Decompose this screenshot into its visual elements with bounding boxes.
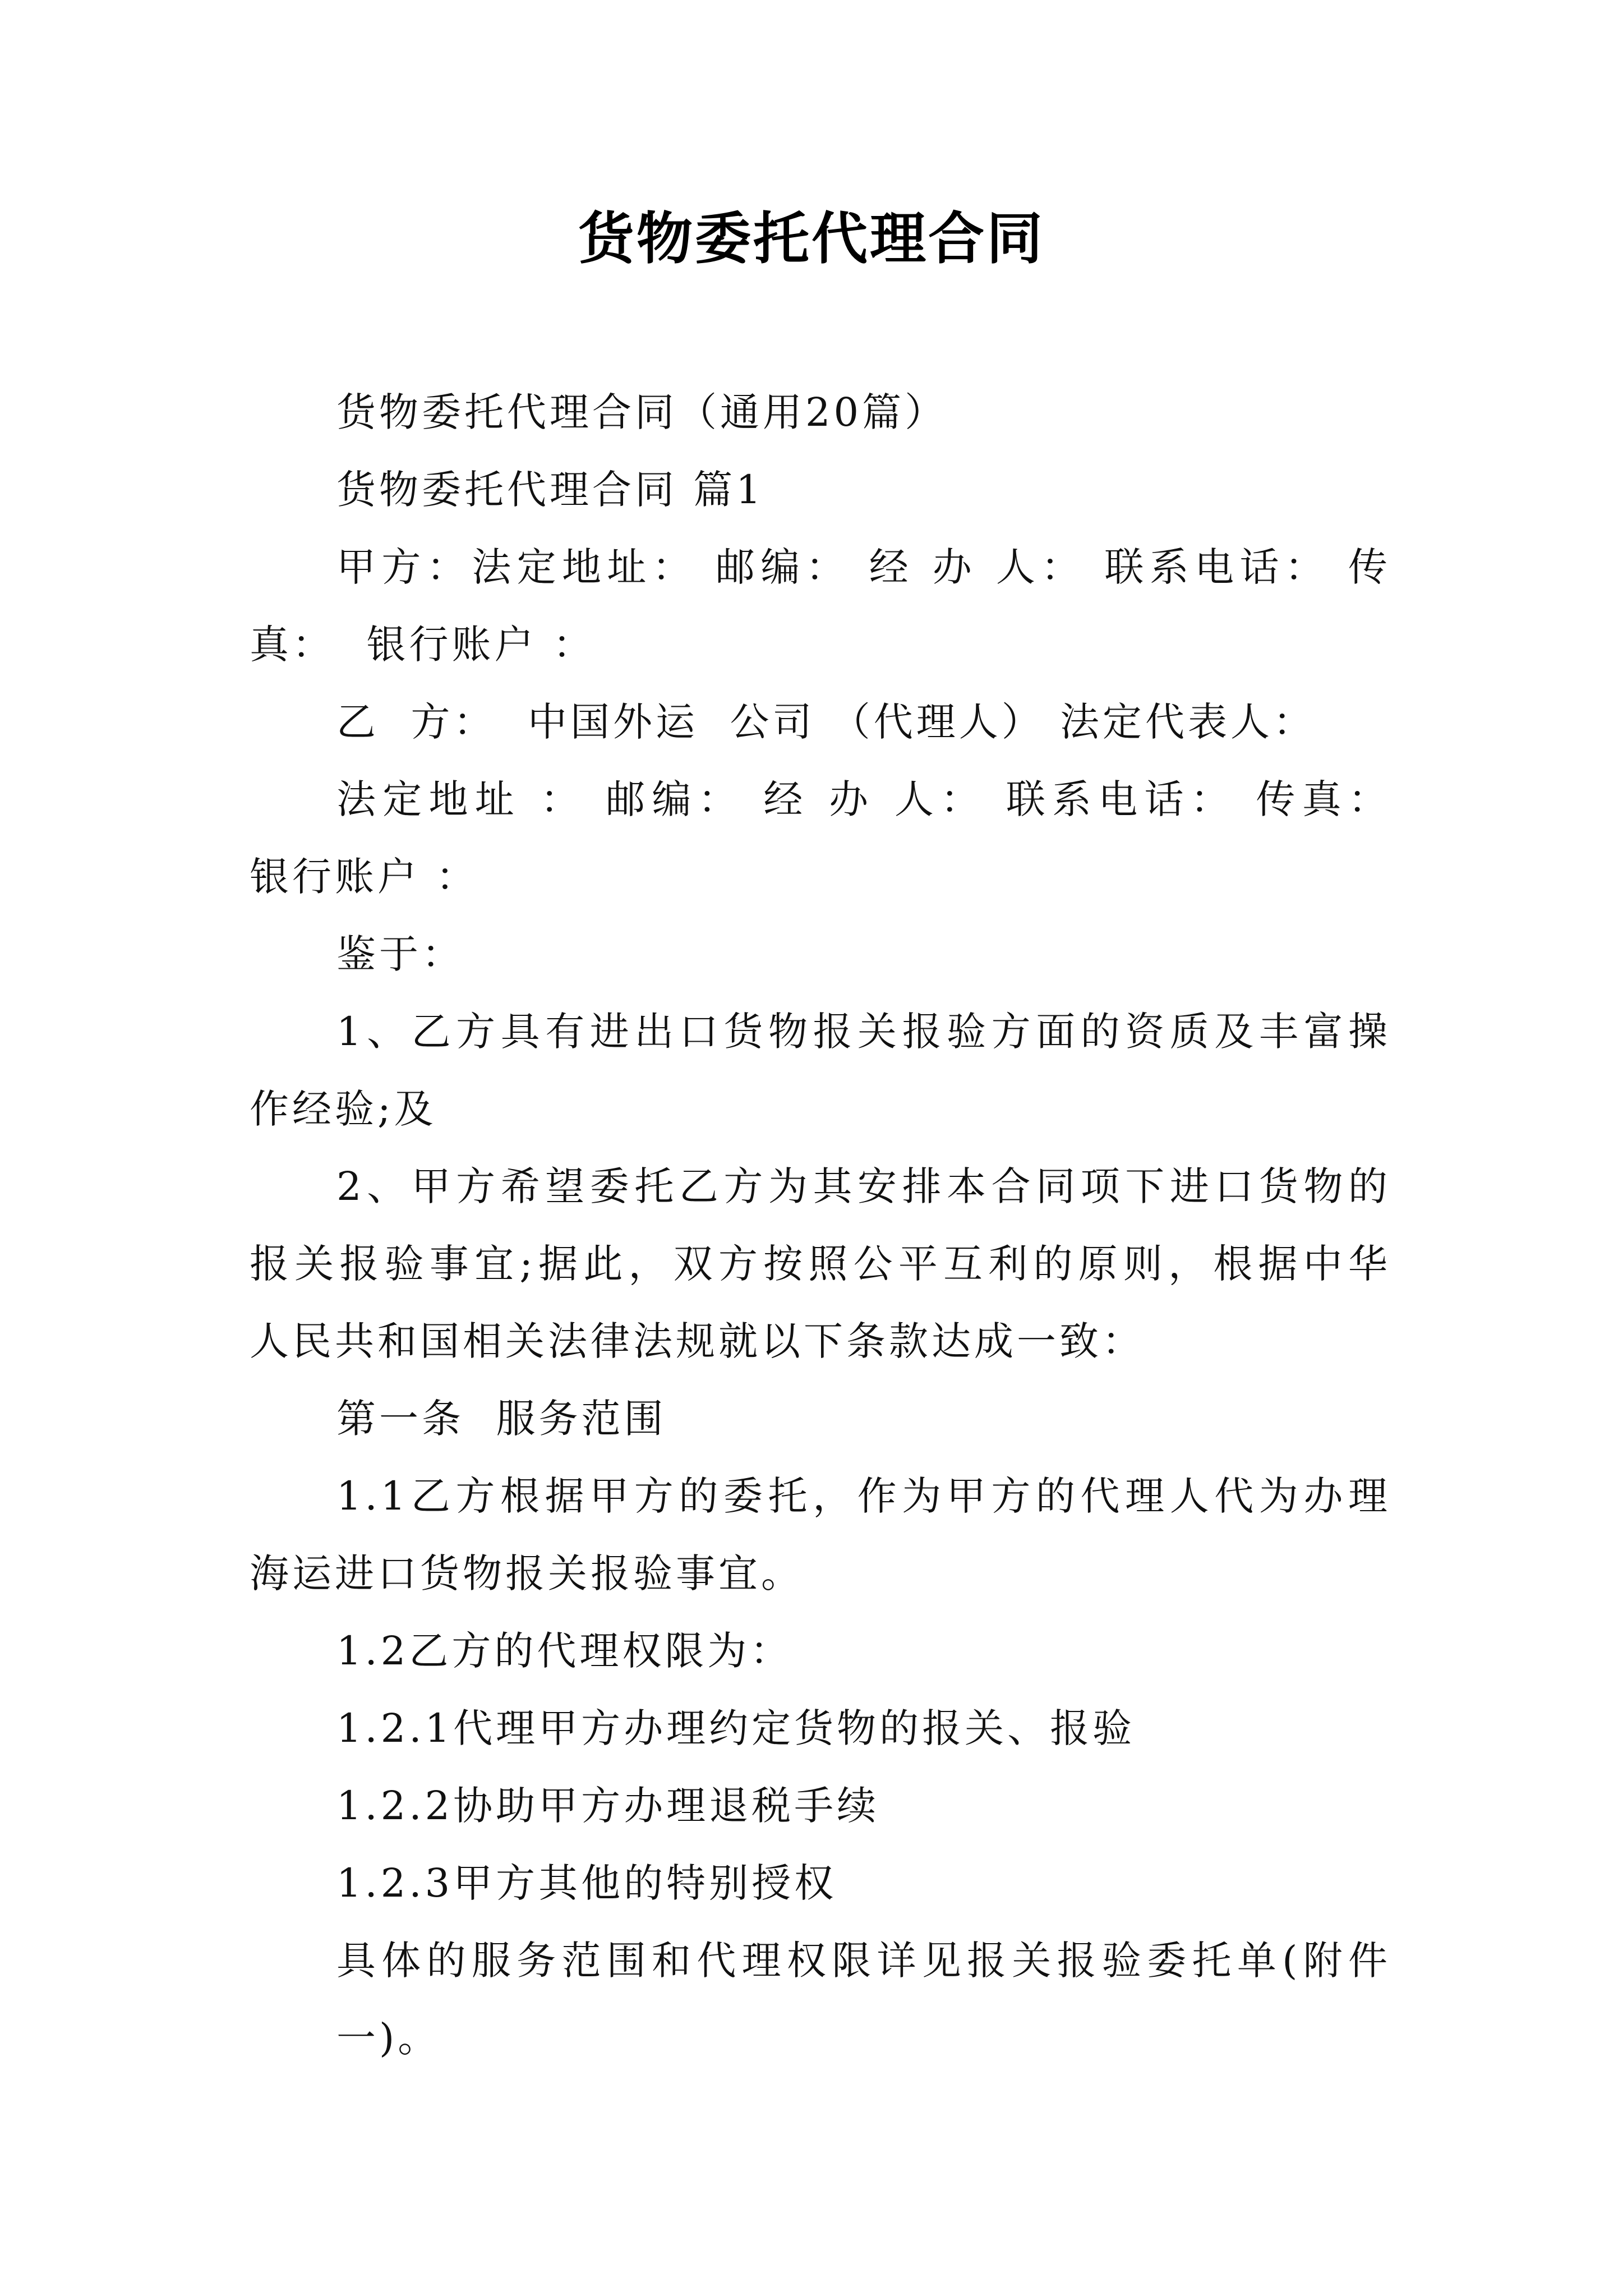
text-line: 海运进口货物报关报验事宜。	[250, 1550, 804, 1596]
text-line: 1.2乙方的代理权限为：	[336, 1628, 793, 1674]
text-line: 报关报验事宜;据此，双方按照公平互利的原则，根据中华	[250, 1241, 1391, 1287]
text-line: 1.1乙方根据甲方的委托，作为甲方的代理人代为办理	[336, 1473, 1391, 1519]
document-title: 货物委托代理合同	[578, 205, 1045, 272]
text-line: 法定地址 ： 邮编： 经 办 人： 联系电话： 传真：	[336, 776, 1391, 822]
text-line: 甲方：法定地址： 邮编： 经 办 人： 联系电话： 传	[336, 544, 1391, 590]
text-line: 真： 银行账户 ：	[250, 622, 596, 668]
text-line: 货物委托代理合同 篇1	[336, 467, 764, 513]
text-line: 一)。	[336, 2015, 441, 2061]
text-line: 1.2.2协助甲方办理退税手续	[336, 1783, 880, 1829]
text-line: 具体的服务范围和代理权限详见报关报验委托单(附件	[336, 1938, 1391, 1984]
text-line: 1.2.3甲方其他的特别授权	[336, 1860, 837, 1906]
text-line: 乙 方： 中国外运 公司 （代理人） 法定代表人：	[336, 699, 1316, 745]
text-line: 第一条 服务范围	[336, 1396, 667, 1442]
text-line: 货物委托代理合同（通用20篇）	[336, 389, 948, 435]
text-line: 1、乙方具有进出口货物报关报验方面的资质及丰富操	[336, 1009, 1391, 1055]
text-line: 2、甲方希望委托乙方为其安排本合同项下进口货物的	[336, 1163, 1391, 1209]
text-line: 银行账户 ：	[250, 854, 479, 900]
text-line: 1.2.1代理甲方办理约定货物的报关、报验	[336, 1705, 1136, 1751]
text-line: 鉴于：	[336, 931, 464, 977]
text-line: 作经验;及	[250, 1086, 437, 1132]
text-line: 人民共和国相关法律法规就以下条款达成一致：	[250, 1318, 1145, 1364]
